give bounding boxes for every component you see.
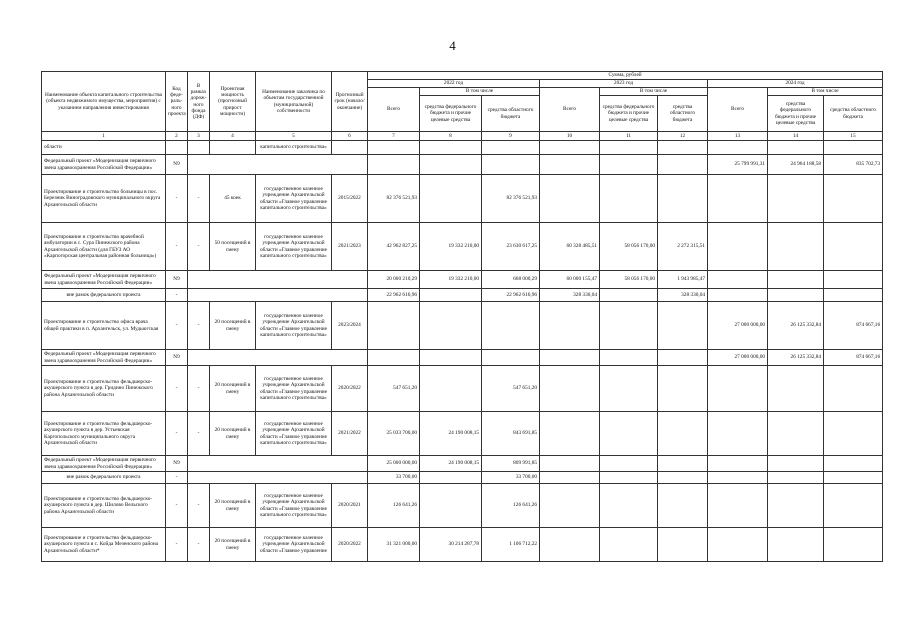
reg-2022: 843 691,85	[482, 412, 540, 456]
reg-2022: 1 106 712,22	[482, 528, 540, 562]
investment-table	[41, 71, 883, 562]
reg-2024: 835 702,73	[824, 155, 883, 175]
capacity: 20 посещений в смену	[210, 528, 256, 562]
reg-2022: 547 651,20	[482, 366, 540, 412]
total-2023: 60 328 485,51	[540, 223, 600, 271]
fed-2024: 26 125 332,84	[768, 302, 824, 350]
project-code: -	[166, 484, 188, 528]
customer: капитального строительства»	[256, 141, 332, 155]
header-total-2024: Всего	[708, 88, 768, 132]
fed-2024: 24 964 188,58	[768, 155, 824, 175]
term: 2020/2022	[332, 366, 368, 412]
total-2023: 328 330,04	[540, 289, 600, 302]
customer: государственное казенное учреждение Архангельской области «Главное управление капитального строительства»	[256, 412, 332, 456]
header-fed-2023: средства федерального бюджета и прочие целевые средства	[600, 96, 658, 132]
object-name: Проектирование и строительство больницы в пос. Березник Виноградовского муниципального округа Архангельской области	[42, 175, 166, 223]
road-fund: -	[188, 484, 210, 528]
header-amount: Сумма, рублей	[368, 72, 883, 80]
header-reg-2023: средства областного бюджета	[658, 96, 708, 132]
capacity: 45 коек	[210, 175, 256, 223]
object-name: Проектирование и строительство фельдшерско-акушерского пункта в дер. Устьевская Каргопольского муниципального округа Архангельской области	[42, 412, 166, 456]
total-2022: 82 376 521,93	[368, 175, 420, 223]
term: 2020/2022	[332, 528, 368, 562]
table-row	[42, 223, 883, 271]
object-name: вне рамок федерального проекта	[42, 472, 166, 484]
header-fed-2024: средства федерального бюджета и прочие целевые средства	[768, 96, 824, 132]
total-2022: 22 962 616,96	[368, 289, 420, 302]
col-num: 11	[600, 132, 658, 141]
project-code: -	[166, 412, 188, 456]
col-num: 5	[256, 132, 332, 141]
reg-2022: 23 630 617,25	[482, 223, 540, 271]
customer: государственное казенное учреждение Архангельской области «Главное управление капитального строительства»	[256, 223, 332, 271]
reg-2022: 82 376 521,93	[482, 175, 540, 223]
customer: государственное казенное учреждение Архангельской области «Главное управление капитального строительства»	[256, 302, 332, 350]
header-customer: Наименование заказчика по объектам государственной (муниципальной) собственности	[256, 72, 332, 132]
col-num: 7	[368, 132, 420, 141]
project-code: -	[166, 366, 188, 412]
header-incl-2023: В том числе	[600, 88, 708, 96]
reg-2023: 1 943 985,47	[658, 271, 708, 289]
project-code: -	[166, 302, 188, 350]
object-name: Проектирование и строительство офиса врача общей практики в п. Архангельск, ул. Мудьюгская	[42, 302, 166, 350]
object-name: Федеральный проект «Модернизация первичного звена здравоохранения Российской Федерации»	[42, 350, 166, 366]
total-2022: 547 651,20	[368, 366, 420, 412]
table-row	[42, 528, 883, 562]
total-2022: 31 321 000,00	[368, 528, 420, 562]
col-num: 2	[166, 132, 188, 141]
col-num: 4	[210, 132, 256, 141]
fed-2022: 30 214 287,78	[420, 528, 482, 562]
project-code: -	[166, 289, 188, 302]
total-2022: 33 700,00	[368, 472, 420, 484]
customer: государственное казенное учреждение Архангельской области «Главное управление	[256, 528, 332, 562]
total-2024: 27 000 000,00	[708, 350, 768, 366]
col-num: 9	[482, 132, 540, 141]
fed-2022: 24 190 008,15	[420, 456, 482, 472]
col-num: 12	[658, 132, 708, 141]
header-name: Наименование объекта капитального строительства (объекта недвижимого имущества, мероприятия) с указанием направления инвестирования	[42, 72, 166, 132]
road-fund: -	[188, 302, 210, 350]
col-num: 10	[540, 132, 600, 141]
col-num: 15	[824, 132, 883, 141]
total-2023: 60 000 155,47	[540, 271, 600, 289]
object-name: области	[42, 141, 166, 155]
header-total-2022: Всего	[368, 88, 420, 132]
project-code: N9	[166, 271, 188, 289]
header-code: Код феде-раль-ного проекта	[166, 72, 188, 132]
object-name: Проектирование и строительство фельдшерско-акушерского пункта в дер. Гридино Пинежского района Архангельской области	[42, 366, 166, 412]
customer: государственное казенное учреждение Архангельской области «Главное управление капитального строительства»	[256, 366, 332, 412]
total-2022: 126 641,26	[368, 484, 420, 528]
total-2022: 25 033 700,00	[368, 412, 420, 456]
object-name: вне рамок федерального проекта	[42, 289, 166, 302]
term: 2015/2022	[332, 175, 368, 223]
project-code: -	[166, 175, 188, 223]
customer: государственное казенное учреждение Архангельской области «Главное управление капитального строительства»	[256, 175, 332, 223]
road-fund: -	[188, 412, 210, 456]
col-num: 6	[332, 132, 368, 141]
table-row	[42, 302, 883, 350]
object-name: Федеральный проект «Модернизация первичного звена здравоохранения Российской Федерации»	[42, 155, 166, 175]
reg-2022: 668 000,29	[482, 271, 540, 289]
header-year-2022: 2022 год	[368, 80, 540, 88]
reg-2022: 22 962 616,96	[482, 289, 540, 302]
header-total-2023: Всего	[540, 88, 600, 132]
table-row	[42, 289, 883, 302]
reg-2023: 2 272 315,51	[658, 223, 708, 271]
reg-2022: 809 991,85	[482, 456, 540, 472]
fed-2023: 58 056 170,00	[600, 271, 658, 289]
project-code: N9	[166, 155, 188, 175]
table-row	[42, 366, 883, 412]
fed-2023: 58 056 170,00	[600, 223, 658, 271]
total-2022: 20 000 210,29	[368, 271, 420, 289]
fed-2022: 19 332 210,00	[420, 223, 482, 271]
reg-2022: 126 641,26	[482, 484, 540, 528]
project-code: N9	[166, 456, 188, 472]
object-name: Федеральный проект «Модернизация первичного звена здравоохранения Российской Федерации»	[42, 456, 166, 472]
page-number: 4	[449, 38, 456, 53]
total-2024: 27 000 000,00	[708, 302, 768, 350]
road-fund: -	[188, 175, 210, 223]
header-fed-2022: средства федерального бюджета и прочие целевые средства	[420, 96, 482, 132]
col-num: 8	[420, 132, 482, 141]
road-fund: -	[188, 366, 210, 412]
project-code: -	[166, 223, 188, 271]
project-code: N9	[166, 350, 188, 366]
header-term: Прогнозный срок (начало/окончание)	[332, 72, 368, 132]
table-row	[42, 271, 883, 289]
total-2024: 25 799 991,31	[708, 155, 768, 175]
col-num: 1	[42, 132, 166, 141]
table-row	[42, 350, 883, 366]
capacity: 20 посещений в смену	[210, 484, 256, 528]
capacity: 20 посещений в смену	[210, 412, 256, 456]
table-row	[42, 155, 883, 175]
capacity: 50 посещений в смену	[210, 223, 256, 271]
capacity: 20 посещений в смену	[210, 366, 256, 412]
table-row	[42, 472, 883, 484]
header-year-2023: 2023 год	[540, 80, 708, 88]
header-reg-2022: средства областного бюджета	[482, 96, 540, 132]
object-name: Проектирование и строительство фельдшерско-акушерского пункта в дер. Шилово Вельского района Архангельской области	[42, 484, 166, 528]
fed-2022: 24 190 008,15	[420, 412, 482, 456]
table-row	[42, 412, 883, 456]
table-row	[42, 456, 883, 472]
term: 2023/2024	[332, 302, 368, 350]
project-code: -	[166, 472, 188, 484]
header-incl-2024: В том числе	[768, 88, 883, 96]
term: 2021/2023	[332, 223, 368, 271]
object-name: Федеральный проект «Модернизация первичного звена здравоохранения Российской Федерации»	[42, 271, 166, 289]
total-2022: 25 000 000,00	[368, 456, 420, 472]
term: 2020/2021	[332, 484, 368, 528]
customer: государственное казенное учреждение Архангельской области «Главное управление капитального строительства»	[256, 484, 332, 528]
col-num: 14	[768, 132, 824, 141]
table-row	[42, 484, 883, 528]
header-year-2024: 2024 год	[708, 80, 883, 88]
table-row	[42, 175, 883, 223]
fed-2022: 19 332 210,00	[420, 271, 482, 289]
object-name: Проектирование и строительство фельдшерско-акушерского пункта в с. Койда Мезенского района Архангельской области*	[42, 528, 166, 562]
capacity: 20 посещений в смену	[210, 302, 256, 350]
header-capacity: Проектная мощность (прогнозный прирост мощности)	[210, 72, 256, 132]
reg-2022: 33 700,00	[482, 472, 540, 484]
column-number-row	[42, 132, 883, 141]
header-dfh: В рамках дорож-ного фонда (ДФ)	[188, 72, 210, 132]
table-row	[42, 141, 883, 155]
road-fund: -	[188, 223, 210, 271]
project-code: -	[166, 528, 188, 562]
object-name: Проектирование и строительство врачебной амбулатории в с. Сура Пинежского района Архангельской области (для ГБУЗ АО «Карпогорская центральная районная больница»)	[42, 223, 166, 271]
reg-2024: 874 667,16	[824, 302, 883, 350]
header-reg-2024: средства областного бюджета	[824, 96, 883, 132]
fed-2024: 26 125 332,84	[768, 350, 824, 366]
col-num: 3	[188, 132, 210, 141]
term: 2021/2022	[332, 412, 368, 456]
reg-2023: 328 330,04	[658, 289, 708, 302]
total-2022: 42 962 827,25	[368, 223, 420, 271]
header-incl-2022: В том числе	[420, 88, 540, 96]
reg-2024: 874 667,16	[824, 350, 883, 366]
road-fund: -	[188, 528, 210, 562]
col-num: 13	[708, 132, 768, 141]
